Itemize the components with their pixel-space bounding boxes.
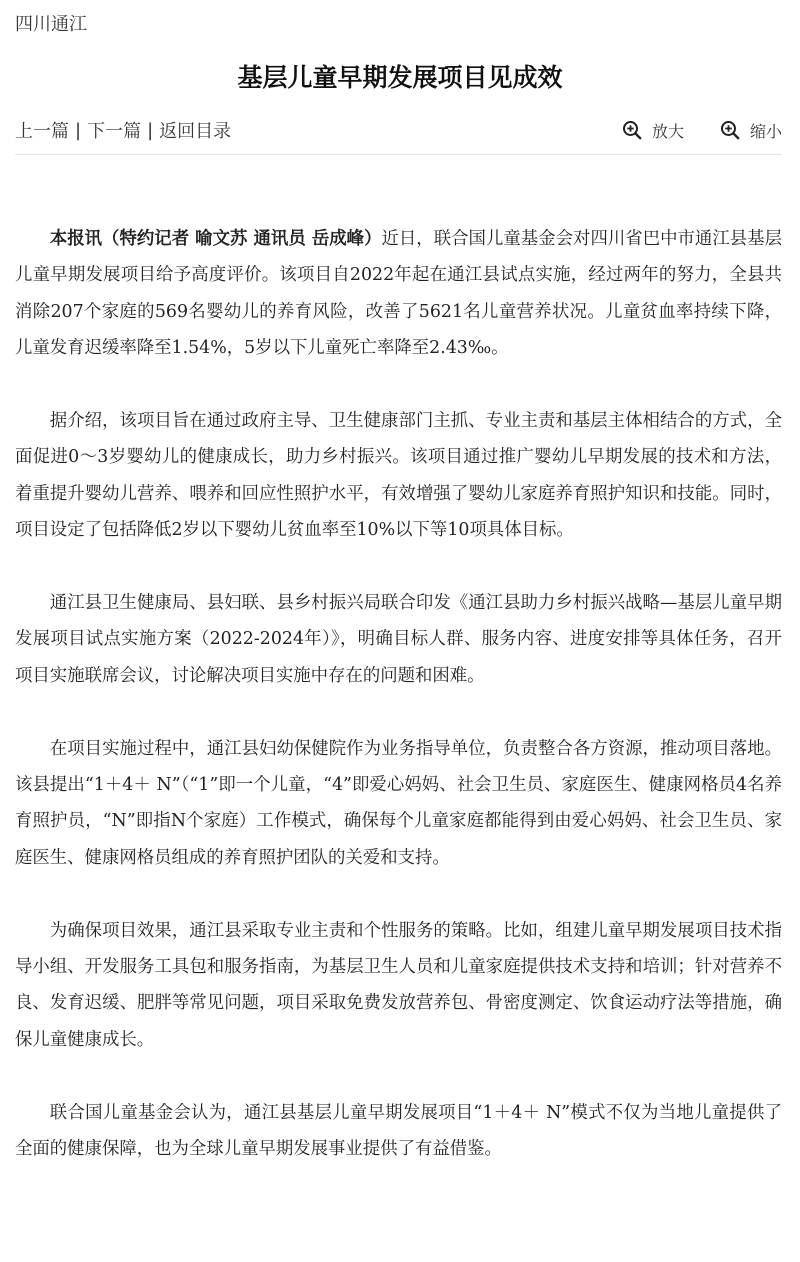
zoom-out-label: 缩小 [749,121,782,141]
article-toolbar [15,115,782,145]
zoom-out-icon [720,120,740,140]
byline: 本报讯（特约记者 喻文苏 通讯员 岳成峰） [49,229,382,249]
nav-separator: | [147,119,154,141]
paragraph-4: 在项目实施过程中，通江县妇幼保健院作为业务指导单位，负责整合各方资源，推动项目落地。该县提出“1＋4＋ N”（“1”即一个儿童，“4”即爱心妈妈、社会卫生员、家庭医生、健康网格员4名养育照护员，“N”即指N个家庭）工作模式，确保每个儿童家庭都能得到由爱心妈妈、社会卫生员、家庭医生、健康网格员组成的养育照护团队的关爱和支持。 [15,738,782,868]
paragraph-2: 据介绍，该项目旨在通过政府主导、卫生健康部门主抓、专业主责和基层主体相结合的方式，全面促进0～3岁婴幼儿的健康成长，助力乡村振兴。该项目通过推广婴幼儿早期发展的技术和方法，着重提升婴幼儿营养、喂养和回应性照护水平，有效增强了婴幼儿家庭养育照护知识和技能。同时，项目设定了包括降低2岁以下婴幼儿贫血率至10%以下等10项具体目标。 [15,411,782,541]
article-nav [15,117,231,143]
paragraph-3: 通江县卫生健康局、县妇联、县乡村振兴局联合印发《通江县助力乡村振兴战略—基层儿童早期发展项目试点实施方案（2022-2024年）》，明确目标人群、服务内容、进度安排等具体任务，召开项目实施联席会议，讨论解决项目实施中存在的问题和困难。 [15,593,782,686]
next-article-link[interactable]: 下一篇 [87,121,142,142]
zoom-in-icon [622,120,642,140]
header-divider [15,154,782,155]
zoom-in-button[interactable] [622,119,684,142]
zoom-in-label: 放大 [651,121,684,141]
paragraph-5: 为确保项目效果，通江县采取专业主责和个性服务的策略。比如，组建儿童早期发展项目技术指导小组、开发服务工具包和服务指南，为基层卫生人员和儿童家庭提供技术支持和培训；针对营养不良、发育迟缓、肥胖等常见问题，项目采取免费发放营养包、骨密度测定、饮食运动疗法等措施，确保儿童健康成长。 [15,920,782,1050]
section-label: 四川通江 [15,14,87,35]
back-to-contents-link[interactable]: 返回目录 [159,121,232,142]
article-title: 基层儿童早期发展项目见成效 [237,63,563,92]
paragraph-1 [15,221,782,367]
paragraph-6: 联合国儿童基金会认为，通江县基层儿童早期发展项目“1＋4＋ N”模式不仅为当地儿童提供了全面的健康保障，也为全球儿童早期发展事业提供了有益借鉴。 [15,1102,782,1160]
zoom-out-button[interactable] [720,119,782,142]
nav-separator: | [75,119,82,141]
paragraph-text: 近日，联合国儿童基金会对四川省巴中市通江县基层儿童早期发展项目给予高度评价。该项目自2022年起在通江县试点实施，经过两年的努力，全县共消除207个家庭的569名婴幼儿的养育风险，改善了5621名儿童营养状况。儿童贫血率持续下降，儿童发育迟缓率降至1.54%，5岁以下儿童死亡率降至2.43‰。 [15,229,782,359]
article-body [15,221,782,1167]
zoom-controls [622,119,782,142]
prev-article-link[interactable]: 上一篇 [15,121,69,142]
